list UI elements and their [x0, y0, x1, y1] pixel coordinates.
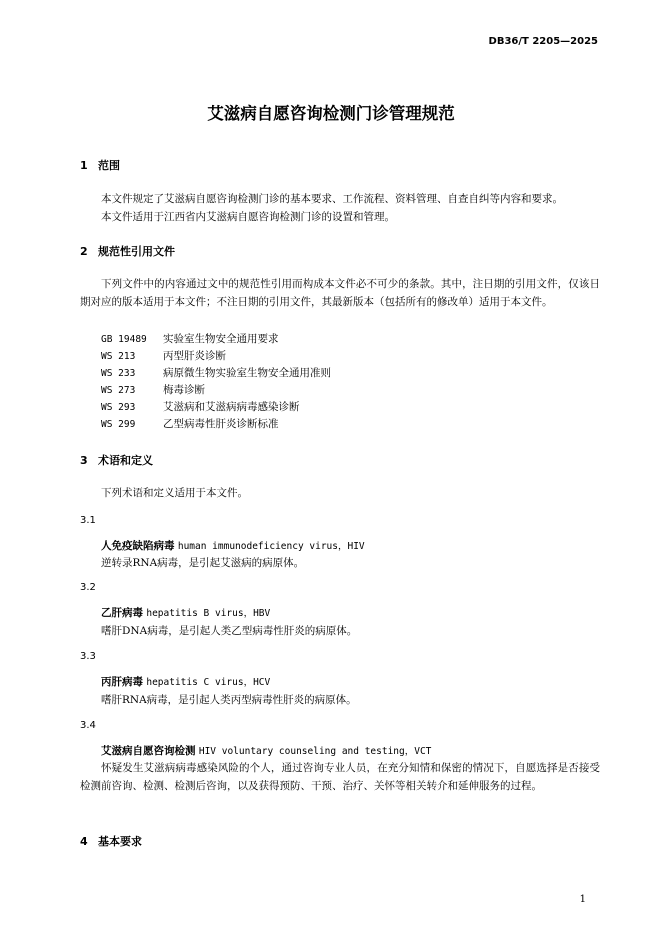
term-number: 3.3 [80, 651, 96, 662]
term-heading [101, 605, 270, 620]
term-heading [101, 674, 270, 689]
section-number: 3 [80, 454, 88, 467]
term-english: HIV voluntary counseling and testing，VCT [198, 746, 432, 757]
section-number: 2 [80, 245, 88, 258]
reference-name: 乙型病毒性肝炎诊断标准 [163, 418, 279, 430]
reference-name: 病原微生物实验室生物安全通用准则 [163, 367, 331, 379]
section-3-heading [80, 452, 153, 468]
term-definition: 怀疑发生艾滋病病毒感染风险的个人，通过咨询专业人员，在充分知情和保密的情况下，自愿选择是否接受检测前咨询、检测、检测后咨询，以及获得预防、干预、治疗、关怀等相关转介和延伸服务的过程。 [80, 762, 600, 792]
term-definition: 嗜肝DNA病毒，是引起人类乙型病毒性肝炎的病原体。 [101, 625, 358, 637]
term-english: hepatitis B virus，HBV [146, 608, 271, 619]
section-2-heading [80, 243, 175, 259]
scope-paragraph-1: 本文件规定了艾滋病自愿咨询检测门诊的基本要求、工作流程、资料管理、自查自纠等内容和要求。 [101, 193, 563, 205]
normative-references-intro: 下列文件中的内容通过文中的规范性引用而构成本文件必不可少的条款。其中，注日期的引用文件，仅该日期对应的版本适用于本文件；不注日期的引用文件，其最新版本（包括所有的修改单）适用于本文件。 [80, 278, 600, 308]
reference-code: WS 299 [101, 419, 136, 430]
section-number: 4 [80, 835, 88, 848]
reference-code: WS 233 [101, 368, 136, 379]
reference-item [101, 365, 331, 380]
term-chinese: 丙肝病毒 [101, 676, 143, 688]
reference-name: 梅毒诊断 [163, 384, 205, 396]
section-title: 术语和定义 [98, 454, 153, 467]
term-chinese: 乙肝病毒 [101, 607, 143, 619]
term-heading [101, 538, 365, 553]
reference-code: WS 213 [101, 351, 136, 362]
reference-item [101, 382, 205, 397]
term-english: hepatitis C virus，HCV [146, 677, 271, 688]
reference-code: GB 19489 [101, 334, 147, 345]
reference-item [101, 399, 300, 414]
term-english: human immunodeficiency virus，HIV [177, 541, 365, 552]
reference-name: 实验室生物安全通用要求 [163, 333, 279, 345]
term-definition: 逆转录RNA病毒，是引起艾滋病的病原体。 [101, 557, 305, 569]
reference-code: WS 273 [101, 385, 136, 396]
section-title: 规范性引用文件 [98, 245, 175, 258]
term-number: 3.1 [80, 515, 96, 526]
term-number: 3.2 [80, 582, 96, 593]
section-number: 1 [80, 159, 88, 172]
page-number: 1 [579, 894, 586, 905]
section-title: 范围 [98, 159, 120, 172]
reference-code: WS 293 [101, 402, 136, 413]
scope-paragraph-2: 本文件适用于江西省内艾滋病自愿咨询检测门诊的设置和管理。 [101, 211, 395, 223]
reference-item [101, 348, 226, 363]
reference-item [101, 416, 279, 431]
reference-item [101, 331, 279, 346]
document-code: DB36/T 2205—2025 [488, 36, 598, 47]
section-4-heading [80, 833, 142, 849]
term-heading [101, 743, 431, 758]
reference-name: 艾滋病和艾滋病病毒感染诊断 [163, 401, 300, 413]
term-chinese: 人免疫缺陷病毒 [101, 540, 175, 552]
reference-name: 丙型肝炎诊断 [163, 350, 226, 362]
section-title: 基本要求 [98, 835, 142, 848]
term-definition: 嗜肝RNA病毒，是引起人类丙型病毒性肝炎的病原体。 [101, 694, 357, 706]
section-1-heading [80, 157, 120, 173]
document-title: 艾滋病自愿咨询检测门诊管理规范 [207, 104, 455, 123]
terms-intro: 下列术语和定义适用于本文件。 [101, 487, 248, 499]
term-number: 3.4 [80, 720, 96, 731]
term-chinese: 艾滋病自愿咨询检测 [101, 745, 196, 757]
